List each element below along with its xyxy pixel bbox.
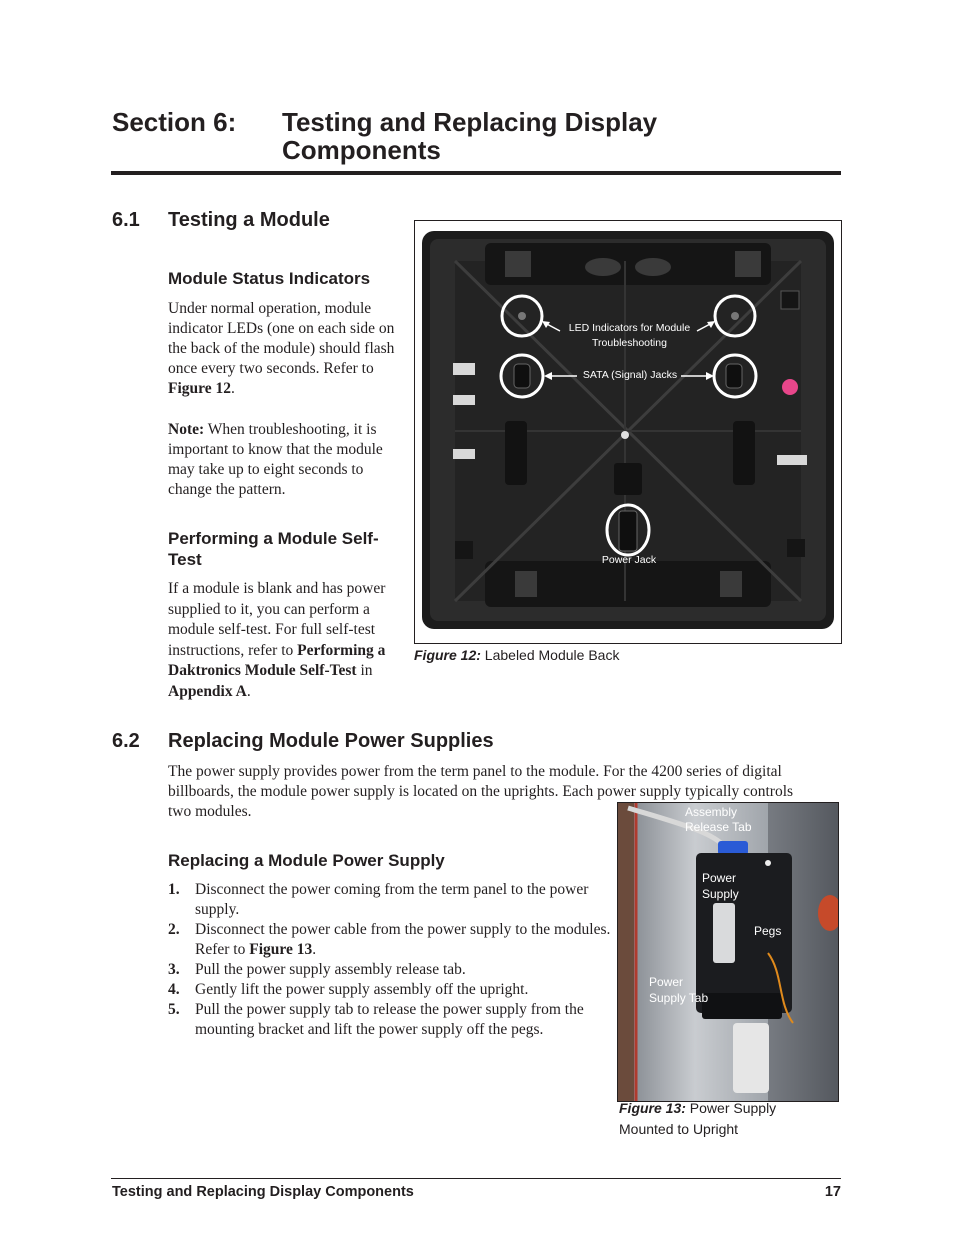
step-5: 5. Pull the power supply tab to release the power supply from the mounting bracket and lift the power supply off the pegs. [168, 1001, 584, 1038]
section-divider [111, 171, 841, 175]
subsection-number-6-1: 6.1 [112, 209, 140, 231]
heading-self-test: Performing a Module Self-Test [168, 529, 379, 569]
heading-module-status: Module Status Indicators [168, 269, 371, 288]
figure-13-frame [617, 802, 839, 1102]
step-2: 2. Disconnect the power cable from the power supply to the modules. Refer to Figure 13. [168, 921, 611, 958]
heading-replacing-supply: Replacing a Module Power Supply [168, 851, 445, 870]
power-supply-callout: Power Supply [702, 871, 739, 901]
note-paragraph: Note: When troubleshooting, it is important to know that the module may take up to eight seconds to change the pattern. [168, 421, 383, 498]
step-1: 1. Disconnect the power coming from the term panel to the power supply. [168, 881, 589, 918]
step-4: 4. Gently lift the power supply assembly off the upright. [168, 981, 529, 998]
status-paragraph: Under normal operation, module indicator LEDs (one on each side on the back of the module) should flash once every two seconds. Refer to Figure 12. [168, 300, 395, 397]
figure-12-caption: Figure 12: Labeled Module Back [414, 647, 620, 663]
subsection-title-6-1: Testing a Module [168, 209, 330, 231]
replacement-steps [168, 880, 614, 1040]
subsection-title-6-2: Replacing Module Power Supplies [168, 730, 494, 752]
step-3: 3. Pull the power supply assembly release tab. [168, 961, 466, 978]
figure-12-label: Figure 12: [414, 647, 481, 663]
appendix-a-reference: Appendix A [168, 682, 247, 700]
power-jack-callout-label: Power Jack [601, 554, 657, 566]
figure-13-reference: Figure 13 [249, 941, 313, 958]
figure-12-reference: Figure 12 [168, 380, 231, 397]
self-test-reference: Performing a Daktronics Module Self-Test [168, 641, 386, 679]
power-supply-image [618, 803, 838, 1101]
figure-13-caption: Figure 13: Power Supply Mounted to Upright [619, 1100, 777, 1137]
module-back-image [415, 221, 841, 643]
figure-13-label: Figure 13: [619, 1100, 686, 1116]
sata-callout-label: SATA (Signal) Jacks [582, 369, 678, 381]
figure-12-frame [414, 220, 842, 644]
page-number: 17 [824, 1184, 841, 1200]
footer-title: Testing and Replacing Display Components [112, 1184, 414, 1200]
footer-divider [111, 1178, 841, 1179]
section-title: Testing and Replacing Display Components [282, 107, 658, 165]
supply-tab-callout: Power Supply Tab [649, 975, 709, 1005]
self-test-paragraph: If a module is blank and has power supplied to it, you can perform a module self-test. For full self-test instructions, refer to Performing a Daktronics Module Self-Test in Appendix A. [168, 580, 386, 700]
led-callout-label: LED Indicators for Module Troubleshooting [568, 322, 691, 349]
section-number: Section 6: [112, 107, 237, 137]
release-tab-callout: Assembly Release Tab [685, 805, 752, 834]
subsection-number-6-2: 6.2 [112, 730, 140, 752]
note-label: Note: [168, 421, 205, 438]
power-supply-intro: The power supply provides power from the term panel to the module. For the 4200 series of digital billboards, the module power supply is located on the uprights. Each power supply typically controls two modules. [168, 763, 794, 820]
pegs-callout: Pegs [754, 924, 782, 938]
